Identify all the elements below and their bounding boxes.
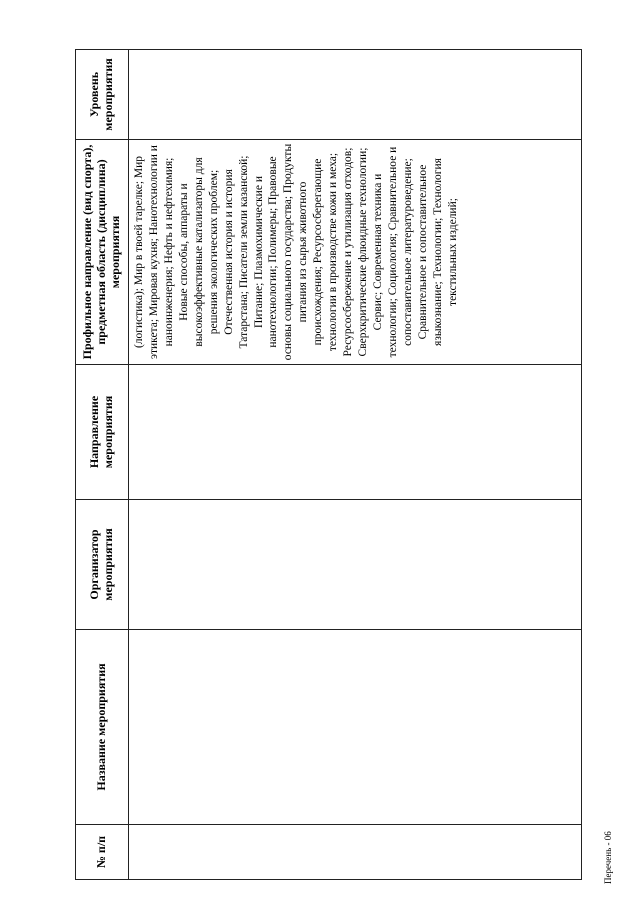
events-table bbox=[75, 49, 582, 880]
table-row bbox=[129, 50, 582, 880]
cell-profile: (логистика); Мир в твоей тарелке; Мир этикета; Мировая кухня; Нанотехнологии и наноинженерия; Нефть и нефтехимия; Новые способы, аппараты и высокоэффективные катализаторы для решения экологических проблем; Отечественная история и история Татарстана; Писатели земли казанской; Питание; Плазмохимические и нанотехнологии; Полимеры; Правовые основы социального государства; Продукты питания из сырья животного происхождения; Ресурсосберегающие технологии в производстве кожи и меха; Ресурсосбережение и утилизация отходов; Сверхкритические флюидные технологии; Сервис; Современная техника и технологии; Социология; Сравнительное и сопоставительное литературоведение; Сравнительное и сопоставительное языкознание; Технологии; Технология текстильных изделий; bbox=[129, 140, 582, 365]
cell-event-name bbox=[129, 630, 582, 825]
header-organizer: Организатор мероприятия bbox=[76, 500, 129, 630]
header-level: Уровень мероприятия bbox=[76, 50, 129, 140]
events-table-container bbox=[75, 50, 582, 880]
header-event-name: Название мероприятия bbox=[76, 630, 129, 825]
header-direction: Направление мероприятия bbox=[76, 365, 129, 500]
cell-direction bbox=[129, 365, 582, 500]
header-profile: Профильное направление (вид спорта), предметная область (дисциплина) мероприятия bbox=[76, 140, 129, 365]
table-header-row bbox=[76, 50, 129, 880]
page-number bbox=[50, 0, 70, 100]
cell-number bbox=[129, 825, 582, 880]
footer-label: Перечень - 06 bbox=[603, 831, 613, 884]
cell-level bbox=[129, 50, 582, 140]
header-number: № п/п bbox=[76, 825, 129, 880]
cell-organizer bbox=[129, 500, 582, 630]
